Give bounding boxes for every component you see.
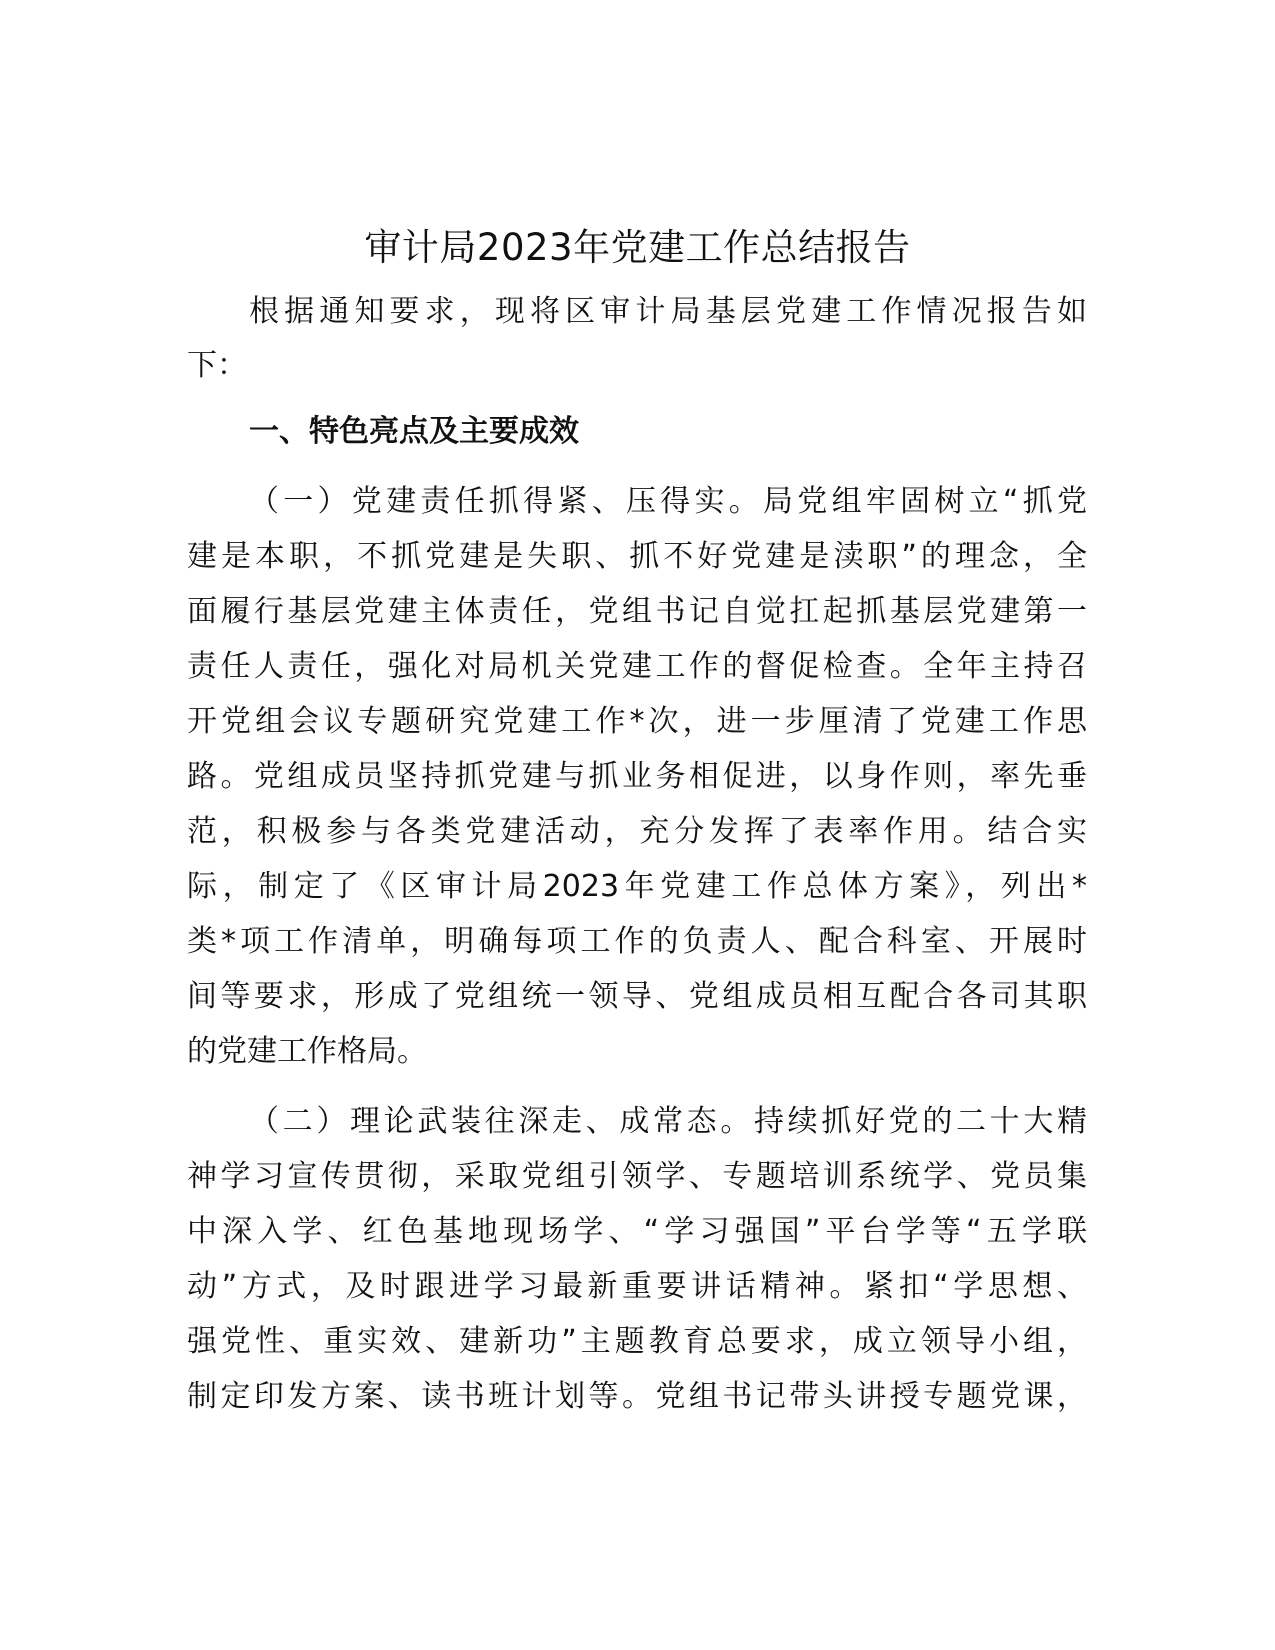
- paragraph-line: 建是本职，不抓党建是失职、抓不好党建是渎职”的理念，全: [187, 539, 1087, 574]
- paragraph-line: 际，制定了《区审计局2023年党建工作总体方案》，列出*: [187, 869, 1087, 904]
- paragraph-line: 责任人责任，强化对局机关党建工作的督促检查。全年主持召: [187, 649, 1087, 684]
- paragraph-line: （二）理论武装往深走、成常态。持续抓好党的二十大精: [249, 1104, 1087, 1139]
- paragraph-line: 类*项工作清单，明确每项工作的负责人、配合科室、开展时: [187, 924, 1087, 959]
- paragraph-line: 面履行基层党建主体责任，党组书记自觉扛起抓基层党建第一: [187, 594, 1087, 629]
- section-heading: 一、特色亮点及主要成效: [249, 414, 579, 449]
- paragraph-line: （一）党建责任抓得紧、压得实。局党组牢固树立“抓党: [249, 484, 1087, 519]
- paragraph-line: 神学习宣传贯彻，采取党组引领学、专题培训系统学、党员集: [187, 1159, 1087, 1194]
- paragraph-line: 中深入学、红色基地现场学、“学习强国”平台学等“五学联: [187, 1214, 1087, 1249]
- intro-line: 根据通知要求，现将区审计局基层党建工作情况报告如: [249, 294, 1087, 329]
- document-title: 审计局2023年党建工作总结报告: [364, 226, 911, 269]
- intro-line: 下：: [187, 348, 247, 383]
- paragraph-line: 路。党组成员坚持抓党建与抓业务相促进，以身作则，率先垂: [187, 759, 1087, 794]
- paragraph-line: 开党组会议专题研究党建工作*次，进一步厘清了党建工作思: [187, 704, 1087, 739]
- paragraph-line: 的党建工作格局。: [187, 1034, 427, 1069]
- paragraph-line: 制定印发方案、读书班计划等。党组书记带头讲授专题党课，: [187, 1379, 1087, 1414]
- paragraph-line: 强党性、重实效、建新功”主题教育总要求，成立领导小组，: [187, 1324, 1087, 1359]
- paragraph-line: 范，积极参与各类党建活动，充分发挥了表率作用。结合实: [187, 814, 1087, 849]
- paragraph-line: 动”方式，及时跟进学习最新重要讲话精神。紧扣“学思想、: [187, 1269, 1087, 1304]
- paragraph-line: 间等要求，形成了党组统一领导、党组成员相互配合各司其职: [187, 979, 1087, 1014]
